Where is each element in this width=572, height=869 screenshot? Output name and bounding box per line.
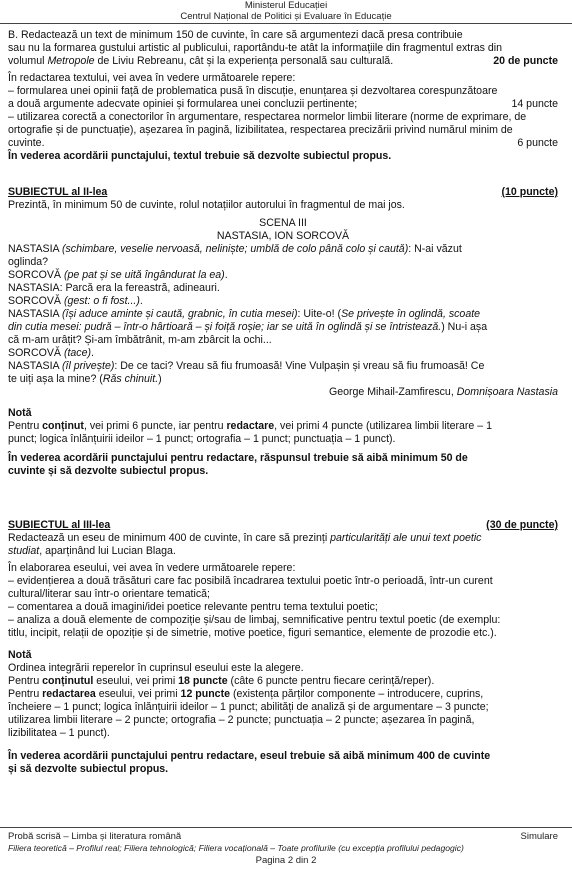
nota-title: Notă	[8, 649, 32, 661]
dialogue-line: NASTASIA (își aduce aminte și caută, grabnic, în cutia mesei): Uite-o! (Se privește în oglindă, scoate	[8, 308, 481, 320]
section-b-line: sau nu la formarea gustului artistic al publicului, raportându-te atât la informațiile din fragmentul extras din	[8, 42, 503, 54]
nota-line: punct; logica înlănțuirii ideilor – 1 punct; ortografia – 1 punct; punctuația – 1 punct).	[8, 433, 396, 445]
dialogue-line: oglinda?	[8, 256, 49, 268]
dialogue-line: SORCOVĂ (pe pat și se uită îngândurat la ea).	[8, 269, 228, 281]
subiect-3-bold-note: și să dezvolte subiectul propus.	[8, 763, 169, 775]
subiect-3-title-row	[8, 519, 558, 532]
section-b	[8, 29, 558, 163]
subiect-3-bold-note: În vederea acordării punctajului pentru redactare, eseul trebuie să aibă minimum 400 de cuvinte	[8, 750, 491, 762]
nota-line: Pentru conținut, vei primi 6 puncte, iar pentru redactare, vei primi 4 puncte (utilizarea limbii literare – 1	[8, 420, 492, 432]
dialogue-line: SORCOVĂ (gest: o fi fost...).	[8, 295, 143, 307]
dialogue-line: că m-am urâțit? Și-am îmbătrânit, m-am zbârcit la ochi...	[8, 334, 272, 346]
reper-2-line: ortografie și de punctuație), așezarea în pagină, lizibilitatea, respectarea precizării privind numărul minim de	[8, 124, 513, 136]
source-citation: George Mihail-Zamfirescu, Domnișoara Nastasia	[328, 386, 558, 398]
reper-1-last: a două argumente adecvate opiniei și formularea unei concluzii pertinente; 14 puncte	[8, 98, 558, 110]
nota-title: Notă	[8, 407, 32, 419]
nota-line: Pentru redactarea eseului, vei primi 12 puncte (existența părților componente – introducere, cuprins,	[8, 688, 484, 700]
subiect-2-bold-note: În vederea acordării punctajului pentru redactare, răspunsul trebuie să aibă minimum 50 de	[8, 452, 468, 464]
subiect-3	[8, 519, 558, 776]
header-center: Centrul Național de Politici și Evaluare în Educație	[180, 11, 392, 22]
subiect-2	[8, 186, 558, 478]
dialogue-line: NASTASIA: Parcă era la fereastră, adineauri.	[8, 282, 220, 294]
nota-line: lizibilitatea – 1 punct).	[8, 727, 110, 739]
nota-line: Pentru conținutul eseului, vei primi 18 puncte (câte 6 puncte pentru fiecare cerință/reper).	[8, 675, 435, 687]
subiect-2-title-row	[8, 186, 558, 199]
repere-intro: În elaborarea eseului, vei avea în vedere următoarele repere:	[8, 562, 296, 574]
section-b-line-last: volumul Metropole de Liviu Rebreanu, cât și la experiența personală sau culturală. 20 de puncte	[8, 55, 558, 67]
section-b-line: B. Redactează un text de minimum 150 de cuvinte, în care să argumentezi dacă presa contribuie	[8, 29, 463, 41]
repere-intro: În redactarea textului, vei avea în vedere următoarele repere:	[8, 72, 296, 84]
header-ministry: Ministerul Educației	[244, 0, 328, 11]
footer-session: Simulare	[520, 831, 558, 842]
dialogue-line: SORCOVĂ (tace).	[8, 347, 94, 359]
subiect-2-title: SUBIECTUL al II-lea	[8, 186, 108, 198]
dialogue-line: din cutia mesei: pudră – într-o hârtioară – și foiță roșie; iar se uită în oglindă și se întristează.) Nu-i așa	[8, 321, 488, 333]
nota-line: încheiere – 1 punct; logica înlănțuirii ideilor – 1 punct; abilități de analiză și de argumentare – 3 puncte;	[8, 701, 489, 713]
reper-line: – comentarea a două imagini/idei poetice relevante pentru tema textului poetic;	[8, 601, 378, 613]
scene-characters: NASTASIA, ION SORCOVĂ	[216, 230, 350, 242]
footer-subject: Probă scrisă – Limba și literatura română	[8, 831, 182, 842]
section-b-bold-note: În vederea acordării punctajului, textul trebuie să dezvolte subiectul propus.	[8, 150, 392, 162]
subiect-3-points: (30 de puncte)	[486, 519, 558, 531]
reper-2-line: – utilizarea corectă a conectorilor în argumentare, respectarea normelor limbii literare (norme de exprimare, de	[8, 111, 527, 123]
subiect-2-task: Prezintă, în minimum 50 de cuvinte, rolul notațiilor autorului în fragmentul de mai jos.	[8, 199, 405, 211]
subiect-2-bold-note: cuvinte și să dezvolte subiectul propus.	[8, 465, 209, 477]
nota-line: Ordinea integrării reperelor în cuprinsul eseului este la alegere.	[8, 662, 304, 674]
subiect-2-points: (10 puncte)	[501, 186, 558, 198]
footer-page-number: Pagina 2 din 2	[255, 855, 317, 866]
scene-title: SCENA III	[259, 217, 307, 229]
subiect-3-title: SUBIECTUL al III-lea	[8, 519, 111, 531]
reper-line: – analiza a două elemente de compoziție și/sau de limbaj, semnificative pentru textul poetic (de exemplu:	[8, 614, 501, 626]
reper-1-points: 14 puncte	[511, 98, 558, 110]
reper-2-points: 6 puncte	[517, 137, 558, 149]
reper-1-line: – formularea unei opinii față de problematica pusă în discuție, enunțarea și dezvoltarea corespunzătoare	[8, 85, 498, 97]
reper-2-last: cuvinte. 6 puncte	[8, 137, 558, 149]
header-divider	[0, 23, 572, 24]
dialogue-line: NASTASIA (schimbare, veselie nervoasă, neliniște; umblă de colo până colo și caută): N-ai văzut	[8, 243, 462, 255]
footer-filiera: Filiera teoretică – Profilul real; Filiera tehnologică; Filiera vocațională – Toate profilurile (cu excepția profilului pedagogic)	[8, 843, 464, 853]
section-b-points: 20 de puncte	[493, 55, 558, 67]
reper-line: – evidențierea a două trăsături care fac posibilă încadrarea textului poetic într-o perioadă, într-un curent	[8, 575, 493, 587]
reper-line: cultural/literar sau într-o orientare tematică;	[8, 588, 210, 600]
reper-line: titlu, incipit, relații de opoziție și de simetrie, motive poetice, figuri semantice, elemente de prozodie etc.).	[8, 627, 497, 639]
subiect-3-task: studiat, aparținând lui Lucian Blaga.	[8, 545, 176, 557]
footer-divider	[0, 827, 572, 828]
dialogue-line: NASTASIA (îl privește): De ce taci? Vreau să fiu frumoasă! Vine Vulpașin și vreau să fiu frumoasă! Ce	[8, 360, 485, 372]
nota-line: utilizarea limbii literare – 2 puncte; ortografia – 2 puncte; punctuația – 2 puncte; așezarea în pagină,	[8, 714, 475, 726]
subiect-3-task: Redactează un eseu de minimum 400 de cuvinte, în care să prezinți particularități ale unui text poetic	[8, 532, 482, 544]
dialogue-line: te uiți așa la mine? (Răs chinuit.)	[8, 373, 162, 385]
